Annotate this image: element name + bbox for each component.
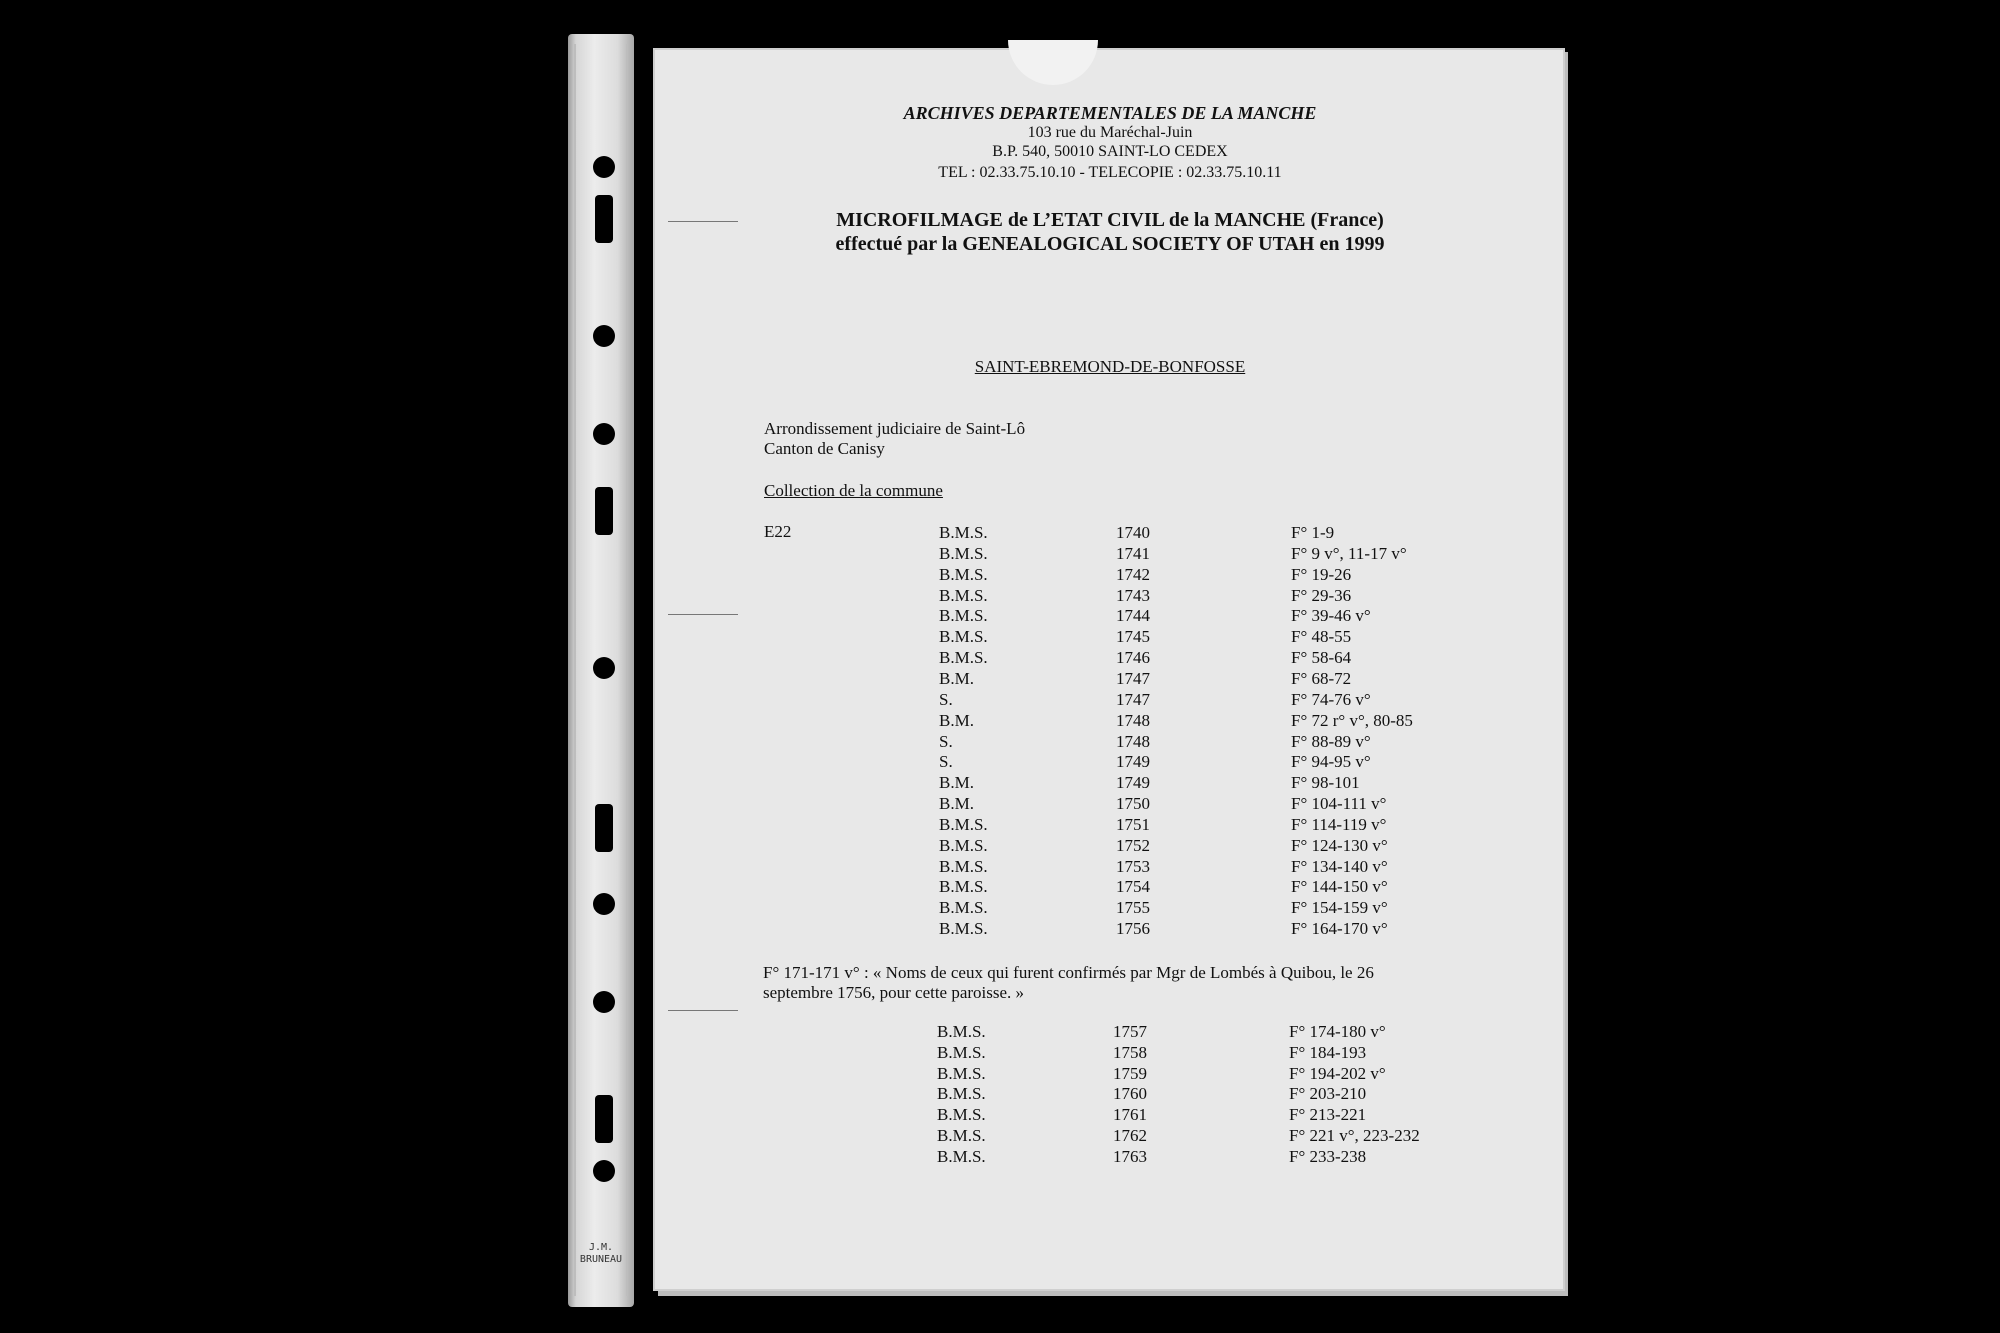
register-folio: F° 104-111 v° bbox=[1291, 794, 1387, 814]
register-type: B.M.S. bbox=[939, 564, 988, 584]
register-type: B.M. bbox=[939, 710, 974, 730]
register-type: B.M. bbox=[939, 668, 974, 688]
register-year: 1762 bbox=[1113, 1126, 1147, 1145]
register-year: 1750 bbox=[1116, 794, 1150, 814]
register-type: B.M.S. bbox=[939, 835, 988, 855]
register-type: B.M.S. bbox=[939, 877, 988, 897]
register-year: 1748 bbox=[1116, 710, 1150, 730]
register-type: B.M.S. bbox=[939, 919, 988, 939]
register-folio: F° 213-221 bbox=[1289, 1105, 1367, 1125]
register-folio: F° 39-46 v° bbox=[1291, 606, 1371, 626]
register-year: 1749 bbox=[1116, 773, 1150, 793]
canton: Canton de Canisy bbox=[764, 439, 885, 458]
register-folio: F° 144-150 v° bbox=[1291, 877, 1388, 897]
register-folio: F° 164-170 v° bbox=[1291, 919, 1388, 939]
register-year: 1760 bbox=[1113, 1084, 1147, 1104]
register-type: B.M.S. bbox=[937, 1022, 986, 1041]
register-type: S. bbox=[939, 752, 953, 772]
punch-hole bbox=[593, 1160, 615, 1182]
punch-hole bbox=[593, 423, 615, 445]
commune-name: SAINT-EBREMOND-DE-BONFOSSE bbox=[974, 357, 1246, 376]
register-type: B.M.S. bbox=[939, 814, 988, 834]
register-type: B.M.S. bbox=[939, 856, 988, 876]
register-year: 1744 bbox=[1116, 606, 1150, 626]
register-year: 1752 bbox=[1116, 835, 1150, 855]
register-type: B.M.S. bbox=[937, 1084, 986, 1104]
register-year: 1753 bbox=[1116, 856, 1150, 876]
register-year: 1758 bbox=[1113, 1042, 1147, 1062]
punch-hole bbox=[593, 991, 615, 1013]
register-folio: F° 88-89 v° bbox=[1291, 731, 1371, 751]
register-folio: F° 9 v°, 11-17 v° bbox=[1291, 543, 1407, 563]
register-year: 1740 bbox=[1116, 523, 1150, 542]
register-folio: F° 124-130 v° bbox=[1291, 835, 1388, 855]
register-folio: F° 1-9 bbox=[1291, 523, 1335, 542]
punch-hole bbox=[593, 325, 615, 347]
register-year: 1756 bbox=[1116, 919, 1150, 939]
institution-postal: B.P. 540, 50010 SAINT-LO CEDEX bbox=[992, 143, 1228, 160]
register-year: 1763 bbox=[1113, 1146, 1147, 1166]
institution-street: 103 rue du Maréchal-Juin bbox=[1027, 124, 1193, 141]
document-title-line1: MICROFILMAGE de L’ETAT CIVIL de la MANCHE (France) bbox=[836, 209, 1384, 231]
register-type: B.M.S. bbox=[939, 585, 988, 605]
register-type: S. bbox=[939, 689, 953, 709]
register-year: 1757 bbox=[1113, 1022, 1147, 1041]
register-year: 1748 bbox=[1116, 731, 1150, 751]
document-title-line2: effectué par la GENEALOGICAL SOCIETY OF UTAH en 1999 bbox=[835, 233, 1385, 255]
register-folio: F° 19-26 bbox=[1291, 564, 1352, 584]
register-type: B.M.S. bbox=[937, 1105, 986, 1125]
register-type: B.M.S. bbox=[939, 898, 988, 918]
register-folio: F° 203-210 bbox=[1289, 1084, 1367, 1104]
register-folio: F° 94-95 v° bbox=[1291, 752, 1371, 772]
register-folio: F° 134-140 v° bbox=[1291, 856, 1388, 876]
register-year: 1755 bbox=[1116, 898, 1150, 918]
register-type: B.M. bbox=[939, 773, 974, 793]
sleeve-label: J.M. BRUNEAU bbox=[579, 1242, 623, 1265]
register-folio: F° 233-238 bbox=[1289, 1146, 1367, 1166]
register-type: B.M.S. bbox=[939, 627, 988, 647]
register-folio: F° 184-193 bbox=[1289, 1042, 1367, 1062]
register-year: 1745 bbox=[1116, 627, 1150, 647]
register-year: 1761 bbox=[1113, 1105, 1147, 1125]
register-type: S. bbox=[939, 731, 953, 751]
register-folio: F° 194-202 v° bbox=[1289, 1063, 1386, 1083]
punch-hole bbox=[593, 657, 615, 679]
punch-hole bbox=[593, 156, 615, 178]
punch-hole bbox=[593, 893, 615, 915]
register-folio: F° 72 r° v°, 80-85 bbox=[1291, 710, 1413, 730]
note-paragraph: F° 171-171 v° : « Noms de ceux qui furent confirmés par Mgr de Lombés à Quibou, le 26 septembre 1756, pour cette paroisse. » bbox=[763, 963, 1374, 1002]
register-folio: F° 74-76 v° bbox=[1291, 689, 1371, 709]
punch-slot bbox=[595, 1095, 613, 1143]
register-year: 1751 bbox=[1116, 814, 1150, 834]
register-folio: F° 98-101 bbox=[1291, 773, 1360, 793]
register-year: 1754 bbox=[1116, 877, 1150, 897]
punch-slot bbox=[595, 804, 613, 852]
register-folio: F° 221 v°, 223-232 bbox=[1289, 1126, 1420, 1145]
register-year: 1749 bbox=[1116, 752, 1150, 772]
register-year: 1743 bbox=[1116, 585, 1150, 605]
register-type: B.M.S. bbox=[937, 1042, 986, 1062]
register-folio: F° 48-55 bbox=[1291, 627, 1352, 647]
register-folio: F° 29-36 bbox=[1291, 585, 1352, 605]
register-year: 1746 bbox=[1116, 648, 1150, 668]
institution-phone: TEL : 02.33.75.10.10 - TELECOPIE : 02.33.75.10.11 bbox=[938, 164, 1282, 181]
register-type: B.M.S. bbox=[939, 606, 988, 626]
collection-heading: Collection de la commune bbox=[764, 481, 943, 500]
register-year: 1742 bbox=[1116, 564, 1150, 584]
register-type: B.M.S. bbox=[937, 1126, 986, 1145]
register-year: 1741 bbox=[1116, 543, 1150, 563]
register-folio: F° 68-72 bbox=[1291, 668, 1352, 688]
register-year: 1759 bbox=[1113, 1063, 1147, 1083]
scan-mark bbox=[668, 614, 738, 615]
arrondissement: Arrondissement judiciaire de Saint-Lô bbox=[764, 419, 1026, 438]
institution-name: ARCHIVES DEPARTEMENTALES DE LA MANCHE bbox=[903, 103, 1317, 123]
register-type: B.M.S. bbox=[937, 1063, 986, 1083]
punch-slot bbox=[595, 487, 613, 535]
register-folio: F° 58-64 bbox=[1291, 648, 1352, 668]
register-type: B.M.S. bbox=[939, 543, 988, 563]
punch-slot bbox=[595, 195, 613, 243]
register-type: B.M.S. bbox=[939, 648, 988, 668]
register-folio: F° 114-119 v° bbox=[1291, 814, 1387, 834]
register-year: 1747 bbox=[1116, 668, 1150, 688]
register-type: B.M.S. bbox=[937, 1146, 986, 1166]
register-folio: F° 154-159 v° bbox=[1291, 898, 1388, 918]
register-type: B.M. bbox=[939, 794, 974, 814]
register-year: 1747 bbox=[1116, 689, 1150, 709]
register-folio: F° 174-180 v° bbox=[1289, 1022, 1386, 1041]
register-type: B.M.S. bbox=[939, 523, 988, 542]
scan-mark bbox=[668, 1010, 738, 1011]
archive-cote: E22 bbox=[764, 522, 792, 541]
